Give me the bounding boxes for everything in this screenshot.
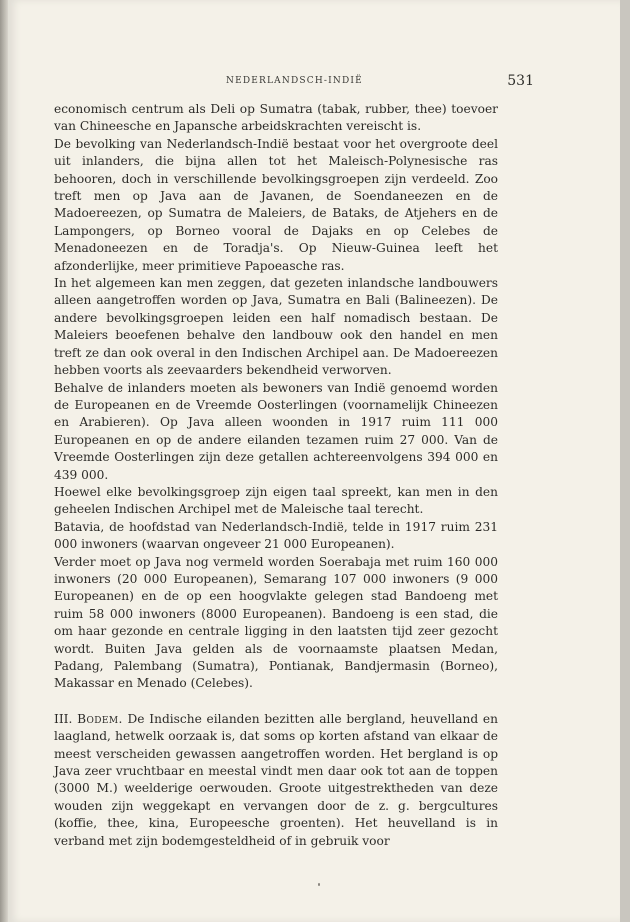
paragraph-economisch: economisch centrum als Deli op Sumatra (tabak, rubber, thee) toevoer van Chineesche en Japansche arbeidskrachten vereischt is. xyxy=(54,102,498,134)
paragraph-bewoners: Behalve de inlanders moeten als bewoners van Indië genoemd worden de Europeanen en de Vreemde Oosterlingen (voornamelijk Chineezen en Arabieren). Op Java alleen woonden in 1917 ruim 111 000 Europeanen en op de andere eilanden tezamen ruim 27 000. Van de Vreemde Oosterlingen zijn deze getallen achtereenvolgens 394 000 en 439 000. xyxy=(54,380,498,482)
page-speck xyxy=(318,883,320,886)
paragraph-steden: Verder moet op Java nog vermeld worden Soerabaja met ruim 160 000 inwoners (20 000 Europeanen), Semarang 107 000 inwoners (9 000 Europeanen) en de op een hoogvlakte gelegen stad Bandoeng met ruim 58 000 inwoners (8000 Europeanen). Bandoeng is een stad, die om haar gezonde en centrale ligging in den laatsten tijd zeer gezocht wordt. Buiten Java gelden als de voornaamste plaatsen Medan, Padang, Palembang (Sumatra), Pontianak, Bandjermasin (Borneo), Makassar en Menado (Celebes). xyxy=(54,554,498,691)
section-title: Bodem. xyxy=(77,711,123,726)
section-bodem xyxy=(54,711,498,850)
paragraph-landbouwers: In het algemeen kan men zeggen, dat gezeten inlandsche landbouwers alleen aangetroffen worden op Java, Sumatra en Bali (Balineezen). De andere bevolkingsgroepen leiden een half nomadisch bestaan. De Maleiers beoefenen behalve den landbouw ook den handel en men treft ze dan ook overal in den Indischen Archipel aan. De Madoereezen hebben voorts als zeevaarders bekendheid verworven. xyxy=(54,276,498,378)
page-header xyxy=(226,73,534,89)
paragraph-taal: Hoewel elke bevolkingsgroep zijn eigen taal spreekt, kan men in den geheelen Indischen Archipel met de Maleische taal terecht. xyxy=(54,484,498,517)
running-head: NEDERLANDSCH-INDIË xyxy=(226,76,363,86)
body-text xyxy=(54,101,498,850)
paragraph-bevolking: De bevolking van Nederlandsch-Indië bestaat voor het overgroote deel uit inlanders, die bijna allen tot het Maleisch-Polynesische ras behooren, doch in verschillende bevolkingsgroepen zijn verdeeld. Zoo treft men op Java aan de Javanen, de Soendaneezen en de Madoereezen, op Sumatra de Maleiers, de Bataks, de Atjehers en de Lampongers, op Borneo vooral de Dajaks en op Celebes de Menadoneezen en de Toradja's. Op Nieuw-Guinea leeft het afzonderlijke, meer primitieve Papoeasche ras. xyxy=(54,136,498,273)
page-number: 531 xyxy=(507,73,534,89)
paragraph-batavia: Batavia, de hoofdstad van Nederlandsch-Indië, telde in 1917 ruim 231 000 inwoners (waarvan ongeveer 21 000 Europeanen). xyxy=(54,519,498,552)
section-text: De Indische eilanden bezitten alle bergland, heuvelland en laagland, hetwelk oorzaak is, dat soms op korten afstand van elkaar de meest verscheiden gewassen aangetroffen worden. Het bergland is op Java zeer vruchtbaar en meestal vindt men daar ook tot aan de toppen (3000 M.) weelderige oerwouden. Groote uitgestrektheden van deze wouden zijn weggekapt en vervangen door de z. g. bergcultures (koffie, thee, kina, Europeesche groenten). Het heuvelland is in verband met zijn bodemgesteldheid of in gebruik voor xyxy=(54,711,498,848)
page-gutter-shadow xyxy=(0,0,8,922)
section-number: III. xyxy=(54,711,73,726)
